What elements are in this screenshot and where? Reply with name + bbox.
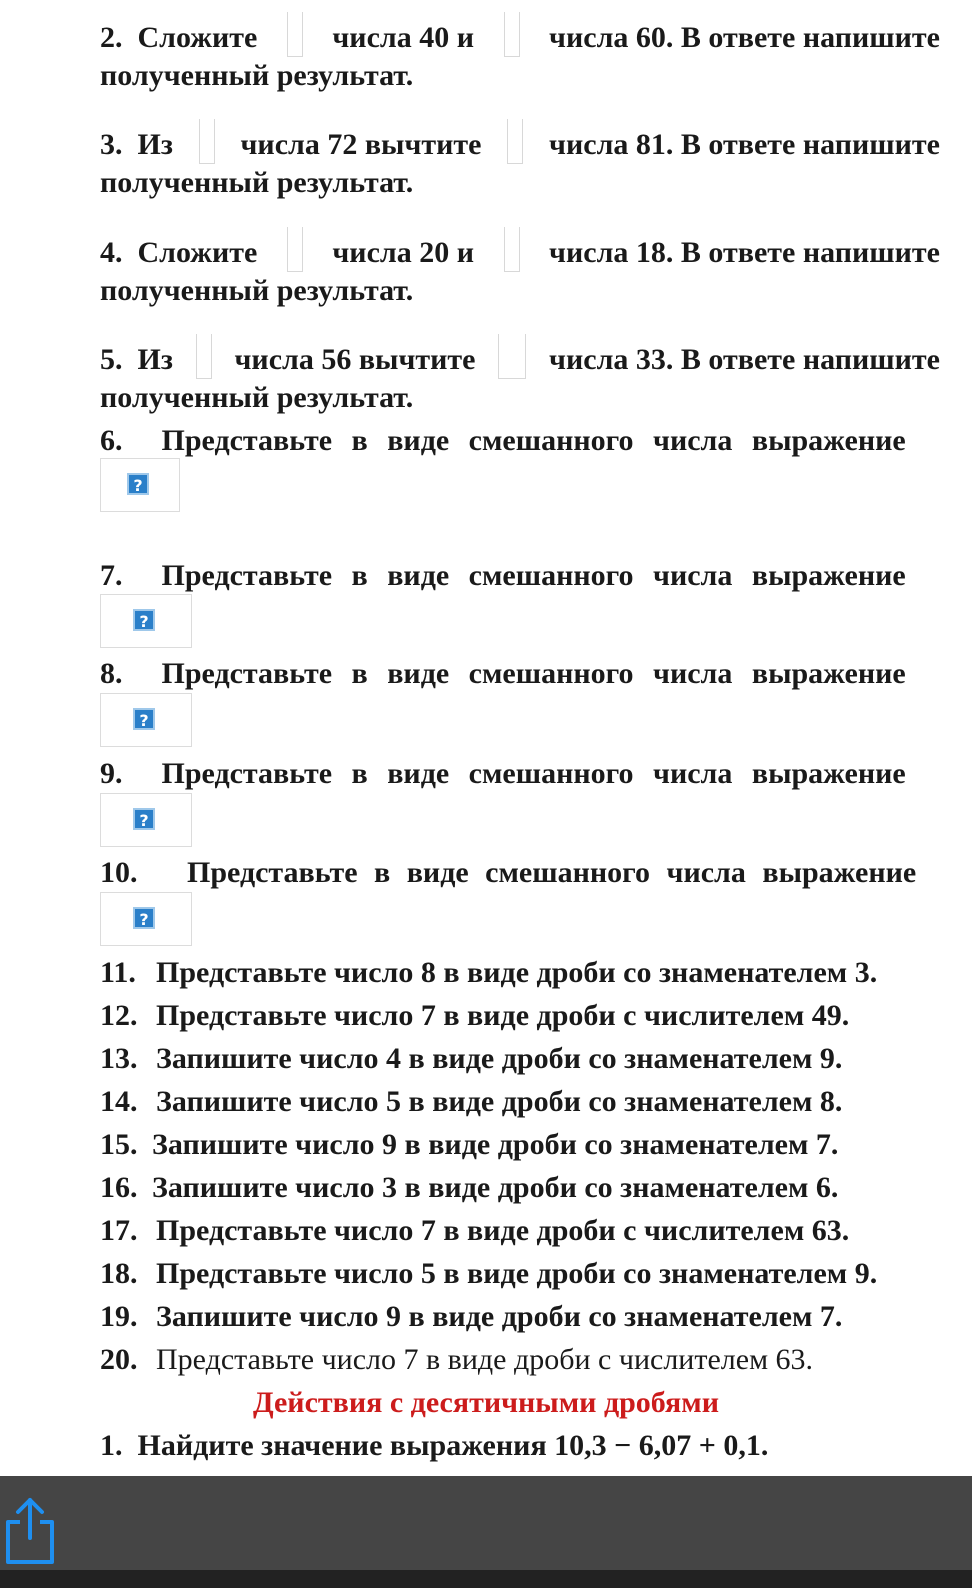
task-6 (100, 423, 940, 459)
missing-image (504, 227, 520, 272)
question-mark-icon: ? (127, 473, 149, 495)
toolbar-bottom-edge (0, 1570, 972, 1588)
image-placeholder (100, 594, 192, 648)
task-12: 12. Представьте число 7 в виде дроби с числителем 49. (100, 999, 850, 1032)
missing-image (498, 334, 526, 379)
missing-image (287, 227, 303, 272)
section-heading: Действия с десятичными дробями (252, 1386, 720, 1419)
task-10 (100, 855, 940, 891)
task-text: числа 18. В ответе напишите (549, 236, 940, 269)
task-5-line-1 (100, 342, 940, 379)
task-11: 11. Представьте число 8 в виде дроби со знаменателем 3. (100, 956, 878, 989)
task-17: 17. Представьте число 7 в виде дроби с числителем 63. (100, 1214, 850, 1247)
task-number: 6. (100, 424, 123, 457)
task-2-line-2: полученный результат. (100, 59, 414, 92)
task-text: Представьте в виде смешанного числа выражение (161, 559, 906, 592)
task-text: числа 56 вычтите (234, 343, 476, 376)
task-8 (100, 656, 940, 692)
task-13: 13. Запишите число 4 в виде дроби со знаменателем 9. (100, 1042, 843, 1075)
question-mark-icon: ? (133, 808, 155, 830)
question-mark-icon: ? (133, 907, 155, 929)
task-number: 8. (100, 657, 123, 690)
task-text: Представьте в виде смешанного числа выражение (161, 657, 906, 690)
image-placeholder (100, 693, 192, 747)
task-text: Из (137, 343, 173, 376)
task-text: Представьте в виде смешанного числа выражение (161, 757, 906, 790)
task-text: числа 60. В ответе напишите (549, 21, 940, 54)
task-5-line-2: полученный результат. (100, 381, 414, 414)
task-4-line-2: полученный результат. (100, 274, 414, 307)
task-9 (100, 756, 940, 792)
task-number: 2. (100, 21, 123, 54)
missing-image (287, 12, 303, 57)
task-text: Представьте в виде смешанного числа выражение (161, 424, 906, 457)
question-mark-icon: ? (133, 708, 155, 730)
task-3-line-1 (100, 127, 940, 164)
task-number: 9. (100, 757, 123, 790)
task-14: 14. Запишите число 5 в виде дроби со знаменателем 8. (100, 1085, 843, 1118)
missing-image (507, 119, 523, 164)
missing-image (199, 119, 215, 164)
task-text: числа 40 и (332, 21, 475, 54)
task-2-line-1 (100, 20, 940, 57)
image-placeholder (100, 458, 180, 512)
task-text: числа 72 вычтите (240, 128, 482, 161)
decimal-task-1: 1. Найдите значение выражения 10,3 − 6,07 + 0,1. (100, 1429, 769, 1462)
image-placeholder (100, 892, 192, 946)
task-text: Представьте в виде смешанного числа выражение (187, 856, 917, 889)
task-16: 16. Запишите число 3 в виде дроби со знаменателем 6. (100, 1171, 839, 1204)
bottom-toolbar (0, 1476, 972, 1588)
task-4-line-1 (100, 235, 940, 272)
task-3-line-2: полученный результат. (100, 166, 414, 199)
missing-image (504, 12, 520, 57)
share-icon[interactable] (0, 1492, 60, 1568)
missing-image (196, 334, 212, 379)
task-text: Сложите (137, 236, 258, 269)
task-text: Сложите (137, 21, 258, 54)
task-text: числа 33. В ответе напишите (549, 343, 940, 376)
task-number: 4. (100, 236, 123, 269)
task-15: 15. Запишите число 9 в виде дроби со знаменателем 7. (100, 1128, 839, 1161)
image-placeholder (100, 793, 192, 847)
task-number: 10. (100, 856, 138, 889)
task-text: Из (137, 128, 173, 161)
question-mark-icon: ? (133, 609, 155, 631)
task-number: 5. (100, 343, 123, 376)
task-20: 20. Представьте число 7 в виде дроби с числителем 63. (100, 1343, 814, 1376)
task-text: числа 81. В ответе напишите (549, 128, 940, 161)
task-number: 7. (100, 559, 123, 592)
task-number: 3. (100, 128, 123, 161)
task-19: 19. Запишите число 9 в виде дроби со знаменателем 7. (100, 1300, 843, 1333)
task-7 (100, 558, 940, 594)
task-18: 18. Представьте число 5 в виде дроби со знаменателем 9. (100, 1257, 878, 1290)
task-text: числа 20 и (332, 236, 475, 269)
